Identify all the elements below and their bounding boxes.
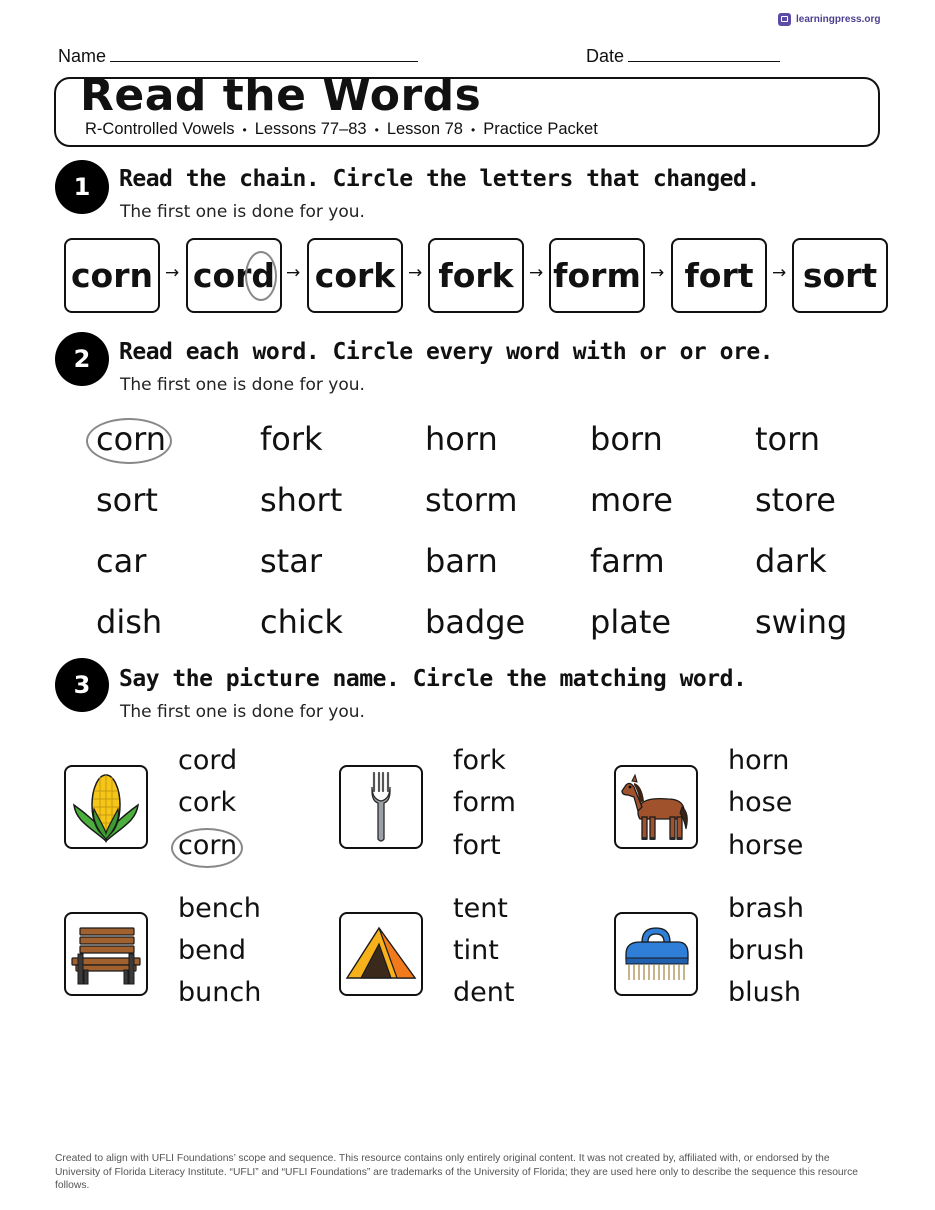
choice-word[interactable]: blush [728, 977, 801, 1008]
book-icon [778, 13, 791, 26]
section-2-note: The first one is done for you. [120, 375, 365, 395]
subtitle-lesson: Lesson 78 [386, 120, 463, 138]
page-title: Read the Words [80, 70, 482, 121]
word-item[interactable]: torn [755, 420, 820, 458]
choice-word[interactable]: brash [728, 893, 804, 924]
subtitle-lessons: Lessons 77–83 [254, 120, 367, 138]
choice-word[interactable]: bend [178, 935, 247, 966]
name-field[interactable] [58, 46, 418, 67]
word-item[interactable]: store [755, 481, 836, 519]
changed-letter-circle [245, 251, 277, 301]
choice-word[interactable]: brush [728, 935, 805, 966]
arrow-icon: → [408, 263, 423, 283]
choice-word[interactable]: tint [453, 935, 499, 966]
choice-word[interactable]: cork [178, 787, 237, 818]
choice-word[interactable]: fort [453, 830, 501, 861]
chain-word[interactable]: sort [792, 238, 888, 313]
arrow-icon: → [772, 263, 787, 283]
choice-word[interactable]: horse [728, 830, 804, 861]
bench-icon [64, 912, 148, 996]
word-item[interactable]: farm [590, 542, 665, 580]
word-item[interactable]: car [96, 542, 147, 580]
subtitle-packet: Practice Packet [483, 120, 598, 138]
word-item[interactable]: chick [260, 603, 343, 641]
choice-word[interactable]: bunch [178, 977, 262, 1008]
word-item[interactable]: horn [425, 420, 498, 458]
word-item[interactable]: corn [96, 420, 167, 458]
section-2-instruction: Read each word. Circle every word with or or ore. [119, 339, 774, 365]
word-item[interactable]: born [590, 420, 663, 458]
tent-icon [339, 912, 423, 996]
brush-icon [614, 912, 698, 996]
choice-word[interactable]: tent [453, 893, 508, 924]
separator-dot: • [470, 122, 476, 137]
name-label: Name [58, 46, 107, 66]
word-item[interactable]: sort [96, 481, 158, 519]
word-item[interactable]: dish [96, 603, 163, 641]
chain-word[interactable]: fort [671, 238, 767, 313]
word-item[interactable]: dark [755, 542, 827, 580]
name-line [110, 47, 418, 62]
section-2-badge: 2 [55, 332, 109, 386]
word-item[interactable]: short [260, 481, 343, 519]
choice-word[interactable]: bench [178, 893, 261, 924]
chain-word[interactable]: cord [186, 238, 282, 313]
corn-icon [64, 765, 148, 849]
arrow-icon: → [286, 263, 301, 283]
chain-word[interactable]: corn [64, 238, 160, 313]
word-item[interactable]: swing [755, 603, 848, 641]
chain-word[interactable]: fork [428, 238, 524, 313]
choice-word[interactable]: corn [178, 830, 238, 861]
chain-word[interactable]: cork [307, 238, 403, 313]
choice-word[interactable]: cord [178, 745, 238, 776]
arrow-icon: → [529, 263, 544, 283]
brand-name: learningpress.org [796, 14, 881, 25]
date-line [628, 47, 780, 62]
example-circle [171, 828, 243, 868]
word-item[interactable]: more [590, 481, 673, 519]
section-3-instruction: Say the picture name. Circle the matching word. [119, 666, 747, 692]
section-1-badge: 1 [55, 160, 109, 214]
choice-word[interactable]: horn [728, 745, 790, 776]
separator-dot: • [374, 122, 379, 137]
chain-word[interactable]: form [549, 238, 645, 313]
choice-word[interactable]: hose [728, 787, 793, 818]
section-1-note: The first one is done for you. [120, 202, 365, 222]
footer-disclaimer: Created to align with UFLI Foundations’ scope and sequence. This resource contains only entirely original content. It was not created by, affiliated with, or endorsed by the University of Florida Literacy Institute. “UFLI” and “UFLI Foundations” are trademarks of the University of Florida; they are used here only to describe the sequence this resource follows. [55, 1153, 858, 1191]
word-item[interactable]: plate [590, 603, 672, 641]
subtitle [85, 120, 598, 139]
subtitle-topic: R-Controlled Vowels [85, 120, 235, 138]
fork-icon [339, 765, 423, 849]
choice-word[interactable]: dent [453, 977, 515, 1008]
section-3-note: The first one is done for you. [120, 702, 365, 722]
choice-word[interactable]: fork [453, 745, 506, 776]
choice-word[interactable]: form [453, 787, 516, 818]
section-1-instruction: Read the chain. Circle the letters that changed. [119, 166, 760, 192]
word-item[interactable]: storm [425, 481, 518, 519]
word-item[interactable]: badge [425, 603, 526, 641]
word-item[interactable]: star [260, 542, 322, 580]
word-item[interactable]: fork [260, 420, 323, 458]
brand [778, 13, 880, 26]
arrow-icon: → [650, 263, 665, 283]
date-label: Date [586, 46, 625, 66]
date-field[interactable] [586, 46, 780, 67]
arrow-icon: → [165, 263, 180, 283]
word-item[interactable]: barn [425, 542, 498, 580]
horse-icon [614, 765, 698, 849]
separator-dot: • [242, 122, 247, 137]
section-3-badge: 3 [55, 658, 109, 712]
